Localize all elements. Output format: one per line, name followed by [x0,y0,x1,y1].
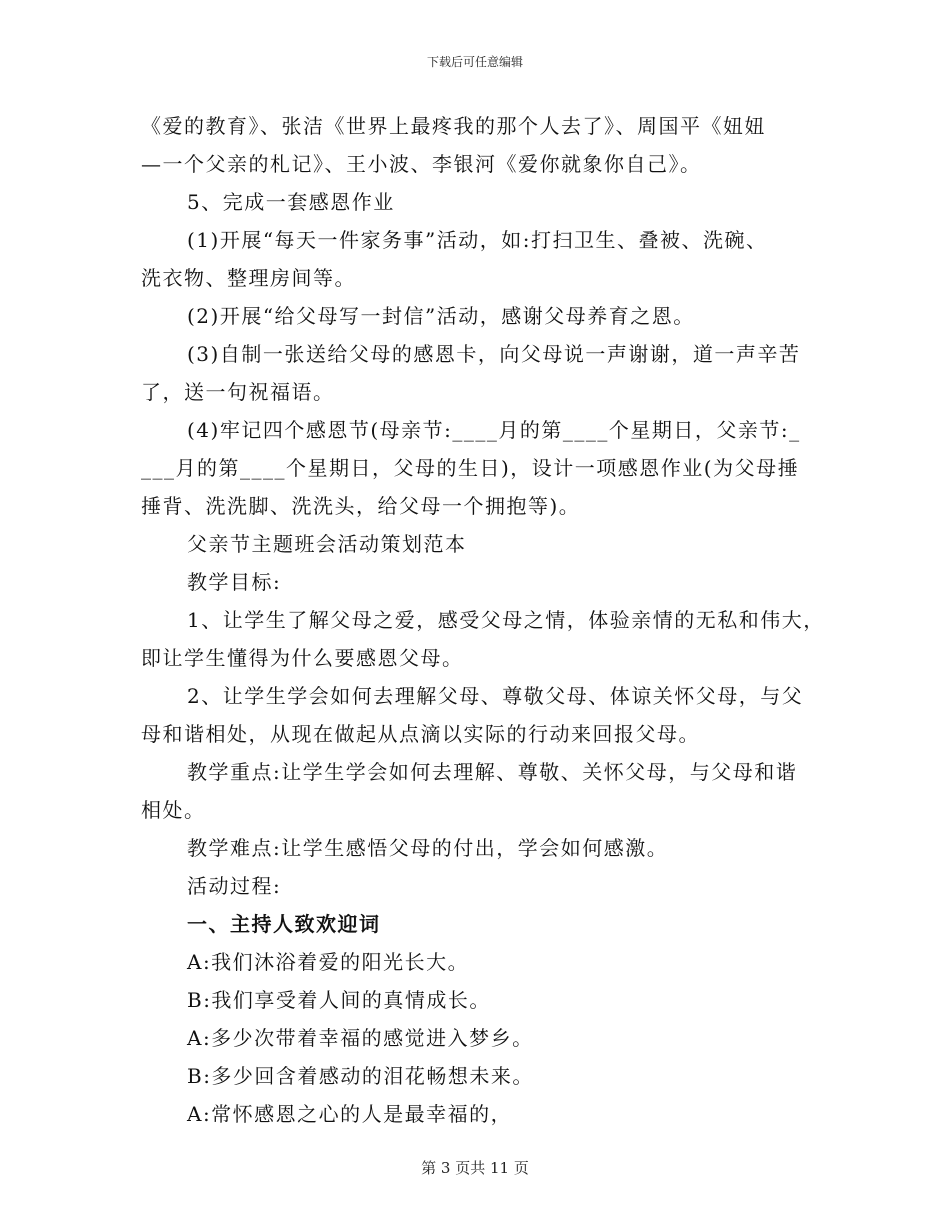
dialogue-line: A:多少次带着幸福的感觉进入梦乡。 [187,1026,534,1050]
text-line: 相处。 [141,798,206,822]
dialogue-line: A:我们沐浴着爱的阳光长大。 [187,950,470,974]
text-line: 教学重点:让学生学会如何去理解、尊敬、关怀父母，与父母和谐 [187,760,798,784]
dialogue-line: B:多少回含着感动的泪花畅想未来。 [187,1064,534,1088]
section-heading: 教学目标: [187,570,282,594]
dialogue-line: A:常怀感恩之心的人是最幸福的， [187,1102,513,1126]
dialogue-line: B:我们享受着人间的真情成长。 [187,988,491,1012]
text-line: ___月的第____个星期日，父母的生日)，设计一项感恩作业(为父母捶 [141,456,800,480]
text-line: (2)开展“给父母写一封信”活动，感谢父母养育之恩。 [187,304,695,328]
text-line: 1、让学生了解父母之爱，感受父母之情，体验亲情的无私和伟大， [187,608,825,632]
text-line: 2、让学生学会如何去理解父母、尊敬父母、体谅关怀父母，与父 [187,684,804,708]
text-line: (4)牢记四个感恩节(母亲节:____月的第____个星期日，父亲节:_ [187,418,801,442]
text-line: (3)自制一张送给父母的感恩卡，向父母说一声谢谢，道一声辛苦 [187,342,801,366]
text-line: —一个父亲的札记》、王小波、李银河《爱你就象你自己》。 [141,152,702,176]
document-title: 父亲节主题班会活动策划范本 [187,532,467,556]
text-line: 捶背、洗洗脚、洗洗头，给父母一个拥抱等)。 [141,494,581,518]
text-line: 母和谐相处，从现在做起从点滴以实际的行动来回报父母。 [141,722,700,746]
text-line: 《爱的教育》、张洁《世界上最疼我的那个人去了》、周国平《妞妞 [141,114,766,138]
section-heading: 5、完成一套感恩作业 [187,190,395,214]
text-line: 了，送一句祝福语。 [141,380,335,404]
text-line: (1)开展“每天一件家务事”活动，如:打扫卫生、叠被、洗碗、 [187,228,768,252]
section-heading: 活动过程: [187,874,282,898]
page-footer: 第 3 页共 11 页 [421,1159,529,1177]
text-line: 教学难点:让学生感悟父母的付出，学会如何感激。 [187,836,669,860]
page-header: 下载后可任意编辑 [426,55,523,69]
text-line: 即让学生懂得为什么要感恩父母。 [141,646,464,670]
text-line: 洗衣物、整理房间等。 [141,266,356,290]
bold-heading: 一、主持人致欢迎词 [187,912,381,936]
